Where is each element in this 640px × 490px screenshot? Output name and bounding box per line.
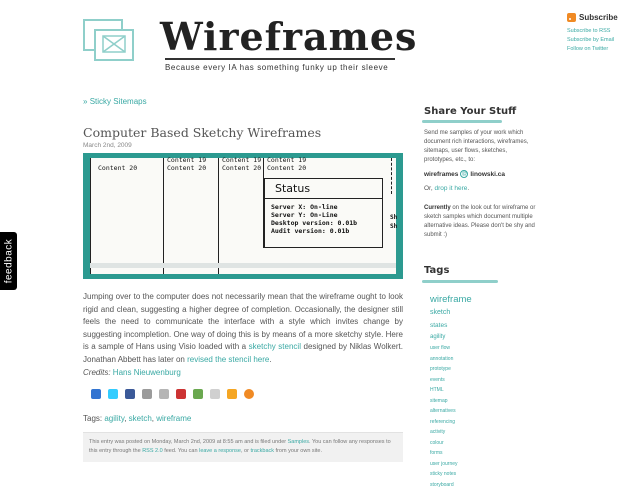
breadcrumb [83,97,147,106]
sketch-cell: Content 20 [267,164,306,172]
sidebar-tag-link[interactable]: storyboard [430,480,530,490]
blogger-icon[interactable] [227,389,237,399]
sketch-cell: Content 20 [222,164,261,172]
facebook-icon[interactable] [125,389,135,399]
credits-author-link[interactable]: Hans Nieuwenburg [113,368,181,377]
sidebar-tag-link[interactable]: user flow [430,343,530,354]
post-body [83,291,403,366]
sketch-cell: Content 19 [222,156,261,164]
breadcrumb-separator: » [83,97,87,106]
sketch-cutoff-text: Sh [390,214,397,221]
rss-feed-link[interactable]: RSS 2.0 [142,448,162,454]
sidebar-tag-link[interactable]: states [430,320,530,332]
tag-link[interactable]: agility [104,414,124,423]
credits-label: Credits: [83,368,111,377]
share-or-line [424,185,469,192]
category-link[interactable]: Samples [288,439,309,445]
share-note-bold: Currently [424,205,451,211]
tags-heading: Tags [424,265,449,276]
at-icon: @ [460,170,468,178]
revised-stencil-link[interactable]: revised the stencil here [187,355,269,364]
technorati-icon[interactable] [193,389,203,399]
twitter-icon[interactable] [108,389,118,399]
sketch-cutoff-text: Sh [390,223,397,230]
sidebar-tag-link[interactable]: prototype [430,364,530,375]
trackback-link[interactable]: trackback [250,448,274,454]
email-domain: linowski.ca [470,171,505,178]
post-credits [83,368,181,377]
sketch-divider [391,158,392,194]
heading-underline [422,280,498,283]
feedback-tab[interactable] [0,232,17,290]
site-title[interactable]: Wireframes [160,14,417,59]
sketch-cell: Content 20 [167,164,206,172]
sketch-bottom-bar [90,263,396,268]
sidebar-tag-link[interactable]: HTML [430,385,530,396]
share-email [424,170,505,178]
meta-text: feed. You can [163,448,199,454]
meta-text: . You can follow any responses to this entry through the [89,439,391,454]
sketch-cell: Content 20 [98,164,137,172]
subscribe-rss-link[interactable]: Subscribe to RSS [567,27,640,36]
rss-share-icon[interactable] [244,389,254,399]
sidebar-tag-link[interactable]: sticky notes [430,469,530,480]
sketch-status-line: Server Y: On-Line [271,211,338,219]
tag-link[interactable]: wireframe [156,414,191,423]
rss-icon[interactable] [567,13,576,22]
sidebar-tag-link[interactable]: wireframe [430,292,530,307]
sketch-status-line: Desktop version: 0.01b [271,219,357,227]
sidebar-tag-link[interactable]: activity [430,427,530,438]
tags-label: Tags: [83,414,102,423]
site-tagline: Because every IA has something funky up their sleeve [165,58,395,72]
share-note [424,204,536,240]
sidebar-tag-link[interactable]: referencing [430,417,530,428]
leave-response-link[interactable]: leave a response [199,448,241,454]
sidebar-tag-link[interactable]: events [430,375,530,386]
subscribe-heading-label[interactable]: Subscribe [579,13,618,22]
heading-underline [422,120,502,123]
feedback-label: feedback [3,239,14,284]
subscribe-email-link[interactable]: Subscribe by Email [567,36,640,45]
sketch-status-line: Server X: On-line [271,203,338,211]
email-user: wireframes [424,171,458,178]
subscribe-box [567,13,640,54]
sidebar-tag-link[interactable]: alternatives [430,406,530,417]
sketch-cell: Content 19 [267,156,306,164]
digg-icon[interactable] [142,389,152,399]
sidebar-tag-link[interactable]: agility [430,332,530,344]
delicious-icon[interactable] [91,389,101,399]
post-title[interactable]: Computer Based Sketchy Wireframes [83,125,321,140]
subscribe-heading[interactable] [567,13,640,22]
email-icon[interactable] [176,389,186,399]
sketch-status-line: Audit version: 0.01b [271,227,349,235]
tag-cloud [430,292,530,490]
share-description: Send me samples of your work which document rich interactions, wireframes, sitemaps, user flows, sketches, prototypes, etc., to: [424,129,536,165]
sketch-status-box [263,178,383,248]
sketch-status-title: Status [275,182,310,195]
sidebar-tag-link[interactable]: forms [430,448,530,459]
sketch-column-divider [218,158,219,274]
sketch-divider [265,198,382,199]
post-body-text: Jumping over to the computer does not necessarily mean that the wireframe ought to look rigid and clean, suggesting a higher degree of completion. Occasionally, the designer still feels the need to communicate the interface with a style which invites change by suggesting incompletion. One way of doing this is by means of a more sketchy style. Here is a sample of Hans using Visio loaded with a [83,292,403,351]
follow-twitter-link[interactable]: Follow on Twitter [567,45,640,54]
post-meta-box [83,432,403,462]
drop-it-here-link[interactable]: drop it here [434,185,467,192]
sketch-wireframe-image [90,158,396,274]
meta-text: This entry was posted on Monday, March 2nd, 2009 at 8:55 am and is filed under [89,439,288,445]
sidebar-tag-link[interactable]: sitemap [430,396,530,407]
sidebar-tag-link[interactable]: annotation [430,354,530,365]
post-body-text: . [269,355,271,364]
sidebar-tag-link[interactable]: colour [430,438,530,449]
sidebar-tag-link[interactable]: sketch [430,307,530,320]
or-end: . [467,185,469,192]
sketch-cell: Content 19 [167,156,206,164]
post-date: March 2nd, 2009 [83,142,132,149]
sidebar-tag-link[interactable]: user journey [430,459,530,470]
reddit-icon[interactable] [210,389,220,399]
breadcrumb-link[interactable]: Sticky Sitemaps [90,97,147,106]
post-tags: Tags: agility, sketch, wireframe [83,414,191,423]
share-icon-bar [91,389,254,399]
or-text: Or, [424,185,434,192]
post-image [83,153,403,279]
sketchy-stencil-link[interactable]: sketchy stencil [249,342,301,351]
tag-link[interactable]: sketch [129,414,152,423]
share-note-text: on the look out for wireframe or sketch samples which document multiple alternative ideas. Please don't be shy and submit :) [424,205,535,238]
sketch-column-divider [90,158,91,274]
meta-text: from your own site. [274,448,322,454]
share-heading: Share Your Stuff [424,106,516,117]
site-logo-icon[interactable] [83,18,145,64]
meta-text: , or [241,448,250,454]
post-body-text: designed by Niklas Wolkert. Jonathan Abbett has later on [83,342,403,364]
stumbleupon-icon[interactable] [159,389,169,399]
sketch-column-divider [163,158,164,274]
